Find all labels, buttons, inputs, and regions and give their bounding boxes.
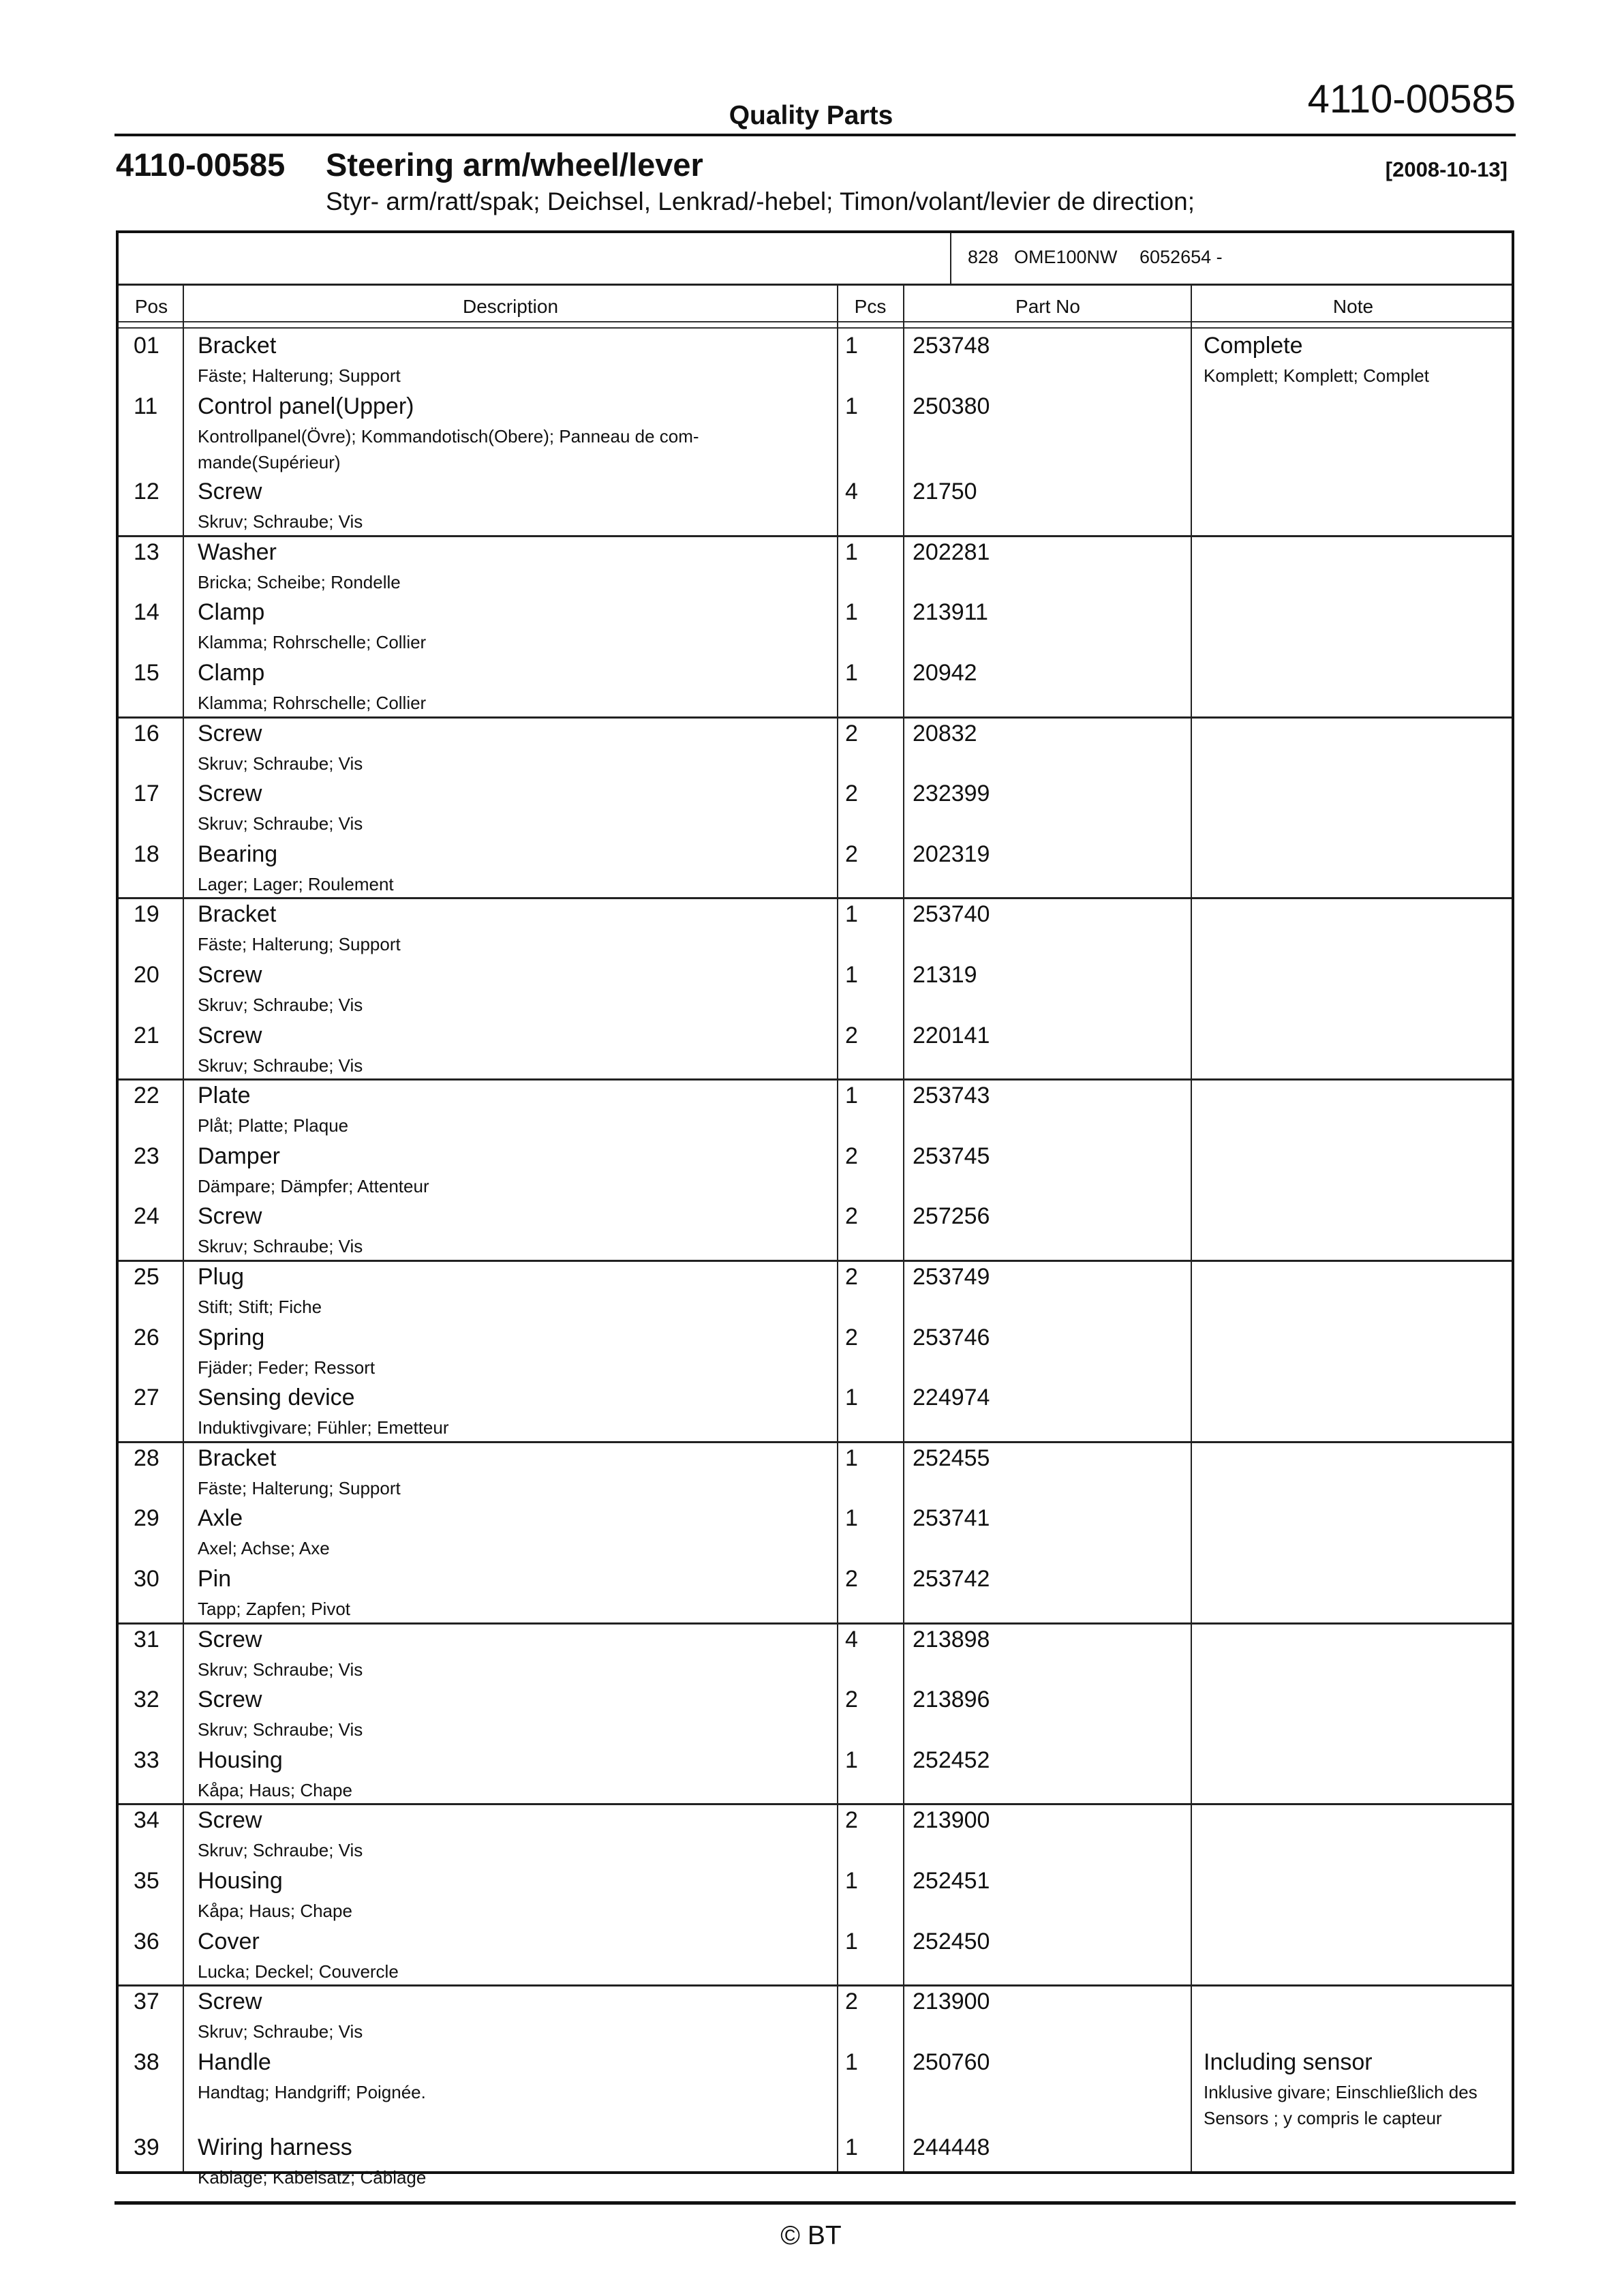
description-translations: Fäste; Halterung; Support <box>198 365 401 386</box>
description-translations: Skruv; Schraube; Vis <box>198 995 363 1015</box>
table-row <box>119 1744 1512 1804</box>
description-name: Sensing device <box>198 1385 355 1411</box>
pcs-cell: 1 <box>845 1385 858 1411</box>
page-title-code: 4110-00585 <box>116 147 286 183</box>
table-row <box>119 1261 1512 1321</box>
pos-cell: 23 <box>134 1143 159 1169</box>
table-row <box>119 596 1512 656</box>
pos-cell: 38 <box>134 2049 159 2075</box>
part-number: 250380 <box>913 393 990 419</box>
description-translations: Skruv; Schraube; Vis <box>198 2021 363 2042</box>
header-double-line-1 <box>119 321 1512 322</box>
description-translations: Skruv; Schraube; Vis <box>198 1236 363 1257</box>
description-name: Pin <box>198 1566 232 1592</box>
description-name: Damper <box>198 1143 280 1169</box>
pcs-cell: 1 <box>845 393 858 419</box>
table-row <box>119 1804 1512 1864</box>
group-divider <box>119 1803 1512 1805</box>
part-number: 253740 <box>913 901 990 928</box>
description-translations: Tapp; Zapfen; Pivot <box>198 1599 351 1619</box>
revision-date: [2008-10-13] <box>1385 157 1508 181</box>
header-divider <box>114 134 1516 136</box>
description-translations: Kåpa; Haus; Chape <box>198 1779 352 1800</box>
description-translations: Axel; Achse; Axe <box>198 1538 330 1559</box>
pos-cell: 33 <box>134 1747 159 1773</box>
description-name: Screw <box>198 1989 262 2015</box>
part-number: 253748 <box>913 333 990 359</box>
part-number: 21750 <box>913 479 977 505</box>
description-translations: Fäste; Halterung; Support <box>198 934 401 955</box>
part-number: 213900 <box>913 1807 990 1834</box>
table-row <box>119 1382 1512 1442</box>
pcs-cell: 1 <box>845 1868 858 1894</box>
description-name: Axle <box>198 1505 243 1532</box>
table-row <box>119 1322 1512 1382</box>
pos-cell: 29 <box>134 1505 159 1532</box>
pos-cell: 35 <box>134 1868 159 1894</box>
description-translations: Bricka; Scheibe; Rondelle <box>198 571 401 592</box>
part-number: 232399 <box>913 781 990 807</box>
footer-copyright: © BT <box>780 2221 842 2250</box>
header-title: Quality Parts <box>729 101 893 130</box>
pos-cell: 30 <box>134 1566 159 1592</box>
pcs-cell: 1 <box>845 539 858 565</box>
pos-cell: 18 <box>134 841 159 867</box>
part-number: 213898 <box>913 1626 990 1652</box>
pcs-cell: 1 <box>845 1928 858 1954</box>
page-title: Steering arm/wheel/lever <box>326 147 703 183</box>
table-row <box>119 1865 1512 1925</box>
pcs-cell: 2 <box>845 1264 858 1290</box>
table-row <box>119 1926 1512 1986</box>
part-number: 252455 <box>913 1445 990 1471</box>
description-translations: Plåt; Platte; Plaque <box>198 1115 349 1136</box>
pcs-cell: 1 <box>845 599 858 626</box>
pos-cell: 16 <box>134 720 159 746</box>
description-name: Clamp <box>198 660 265 686</box>
description-name: Bracket <box>198 1445 277 1471</box>
pos-cell: 14 <box>134 599 159 626</box>
pcs-cell: 1 <box>845 333 858 359</box>
group-divider <box>119 1078 1512 1081</box>
description-translations: Lucka; Deckel; Couvercle <box>198 1961 399 1982</box>
table-row <box>119 1442 1512 1502</box>
table-row <box>119 1502 1512 1562</box>
description-translations: Lager; Lager; Roulement <box>198 873 394 894</box>
table-row <box>119 537 1512 596</box>
table-row <box>119 839 1512 898</box>
pos-cell: 21 <box>134 1022 159 1048</box>
description-name: Plate <box>198 1083 251 1109</box>
description-name: Screw <box>198 781 262 807</box>
pcs-cell: 2 <box>845 1324 858 1350</box>
description-name: Spring <box>198 1324 265 1350</box>
table-row <box>119 718 1512 778</box>
title-translations: Styr- arm/ratt/spak; Deichsel, Lenkrad/-hebel; Timon/volant/levier de direction; <box>326 187 1195 215</box>
pos-cell: 27 <box>134 1385 159 1411</box>
group-divider <box>119 1260 1512 1262</box>
part-number: 213911 <box>913 599 988 626</box>
pos-cell: 11 <box>134 393 158 419</box>
description-name: Screw <box>198 1687 262 1713</box>
pos-cell: 37 <box>134 1989 159 2015</box>
pos-cell: 36 <box>134 1928 159 1954</box>
pos-cell: 31 <box>134 1626 159 1652</box>
pos-cell: 25 <box>134 1264 159 1290</box>
description-name: Cover <box>198 1928 260 1954</box>
model-row-divider <box>950 233 951 284</box>
part-number: 224974 <box>913 1385 990 1411</box>
part-number: 202319 <box>913 841 990 867</box>
header-double-line-2 <box>119 327 1512 329</box>
column-header-part-no: Part No <box>1015 296 1080 317</box>
pcs-cell: 1 <box>845 1505 858 1532</box>
description-name: Screw <box>198 1203 262 1230</box>
column-header-pcs: Pcs <box>854 296 887 317</box>
description-translations: Skruv; Schraube; Vis <box>198 813 363 834</box>
part-number: 244448 <box>913 2134 990 2161</box>
description-name: Control panel(Upper) <box>198 393 414 419</box>
description-name: Screw <box>198 1807 262 1834</box>
part-number: 220141 <box>913 1022 990 1048</box>
pos-cell: 34 <box>134 1807 159 1834</box>
pos-cell: 32 <box>134 1687 159 1713</box>
description-translations: Skruv; Schraube; Vis <box>198 1659 363 1680</box>
pos-cell: 19 <box>134 901 159 928</box>
description-translations: Klamma; Rohrschelle; Collier <box>198 632 427 653</box>
pcs-cell: 2 <box>845 1807 858 1834</box>
description-translations: Kåpa; Haus; Chape <box>198 1901 352 1921</box>
pcs-cell: 1 <box>845 2134 858 2161</box>
group-divider <box>119 1441 1512 1443</box>
part-number: 20942 <box>913 660 977 686</box>
model-name: OME100NW <box>1014 247 1118 267</box>
table-row <box>119 1563 1512 1623</box>
pos-cell: 17 <box>134 781 159 807</box>
description-translations: Dämpare; Dämpfer; Attenteur <box>198 1175 429 1196</box>
description-translations: Kablage; Kabelsatz; Câblage <box>198 2167 427 2188</box>
pcs-cell: 2 <box>845 720 858 746</box>
note-cell: Complete <box>1204 333 1303 359</box>
description-translations: Stift; Stift; Fiche <box>198 1297 322 1317</box>
note-cell: Including sensor <box>1204 2049 1373 2075</box>
description-translations: Induktivgivare; Fühler; Emetteur <box>198 1417 449 1438</box>
table-row <box>119 1141 1512 1200</box>
model-serial: 6052654 - <box>1139 247 1223 267</box>
part-number: 253749 <box>913 1264 990 1290</box>
pos-cell: 39 <box>134 2134 159 2161</box>
description-translations: Skruv; Schraube; Vis <box>198 1055 363 1076</box>
description-name: Bracket <box>198 333 277 359</box>
group-divider <box>119 1984 1512 1987</box>
pos-cell: 28 <box>134 1445 159 1471</box>
description-translations: Skruv; Schraube; Vis <box>198 511 363 532</box>
description-name: Screw <box>198 479 262 505</box>
part-number: 252450 <box>913 1928 990 1954</box>
pcs-cell: 2 <box>845 841 858 867</box>
pcs-cell: 4 <box>845 479 858 505</box>
description-name: Washer <box>198 539 277 565</box>
pcs-cell: 2 <box>845 1687 858 1713</box>
group-divider <box>119 897 1512 899</box>
column-header-pos: Pos <box>134 296 168 317</box>
description-name: Screw <box>198 1626 262 1652</box>
description-translations: Fjäder; Feder; Ressort <box>198 1357 376 1378</box>
group-divider <box>119 535 1512 537</box>
description-translations: Skruv; Schraube; Vis <box>198 753 363 774</box>
pcs-cell: 2 <box>845 1566 858 1592</box>
pos-cell: 22 <box>134 1083 159 1109</box>
note-translations: Inklusive givare; Einschließlich des Sensors ; y compris le capteur <box>1204 2081 1478 2128</box>
table-row <box>119 2046 1512 2128</box>
part-number: 202281 <box>913 539 990 565</box>
pcs-cell: 2 <box>845 1203 858 1230</box>
pos-cell: 01 <box>134 333 159 359</box>
pos-cell: 26 <box>134 1324 159 1350</box>
description-translations: Fäste; Halterung; Support <box>198 1477 401 1498</box>
table-row <box>119 898 1512 958</box>
note-translations: Komplett; Komplett; Complet <box>1204 365 1429 386</box>
description-translations: Kontrollpanel(Övre); Kommandotisch(Obere); Panneau de com-mande(Supérieur) <box>198 425 699 472</box>
table-row <box>119 959 1512 1019</box>
part-number: 252452 <box>913 1747 990 1773</box>
footer-divider <box>114 2201 1516 2205</box>
table-row <box>119 778 1512 838</box>
part-number: 253741 <box>913 1505 990 1532</box>
pcs-cell: 2 <box>845 1143 858 1169</box>
pos-cell: 13 <box>134 539 159 565</box>
description-name: Housing <box>198 1747 283 1773</box>
pcs-cell: 1 <box>845 2049 858 2075</box>
model-code: 828 <box>968 247 999 267</box>
description-name: Wiring harness <box>198 2134 352 2161</box>
table-row <box>119 1684 1512 1744</box>
table-row <box>119 476 1512 536</box>
part-number: 250760 <box>913 2049 990 2075</box>
part-number: 253745 <box>913 1143 990 1169</box>
parts-table <box>116 230 1514 2188</box>
description-name: Handle <box>198 2049 271 2075</box>
table-row <box>119 2132 1512 2192</box>
group-divider <box>119 716 1512 719</box>
column-header-note: Note <box>1332 296 1374 317</box>
table-row <box>119 1624 1512 1684</box>
pcs-cell: 2 <box>845 1989 858 2015</box>
pcs-cell: 1 <box>845 1747 858 1773</box>
pcs-cell: 1 <box>845 1445 858 1471</box>
part-number: 21319 <box>913 962 977 988</box>
pcs-cell: 1 <box>845 901 858 928</box>
description-translations: Skruv; Schraube; Vis <box>198 1840 363 1861</box>
description-name: Screw <box>198 962 262 988</box>
part-number: 20832 <box>913 720 977 746</box>
pcs-cell: 2 <box>845 1022 858 1048</box>
table-row <box>119 1200 1512 1260</box>
description-name: Screw <box>198 720 262 746</box>
part-number: 253742 <box>913 1566 990 1592</box>
pcs-cell: 1 <box>845 1083 858 1109</box>
description-translations: Handtag; Handgriff; Poignée. <box>198 2081 426 2102</box>
pos-cell: 15 <box>134 660 159 686</box>
description-translations: Klamma; Rohrschelle; Collier <box>198 693 427 713</box>
table-row <box>119 391 1512 472</box>
description-name: Plug <box>198 1264 245 1290</box>
header-doc-number: 4110-00585 <box>1307 77 1516 121</box>
part-number: 252451 <box>913 1868 990 1894</box>
description-translations: Skruv; Schraube; Vis <box>198 1719 363 1740</box>
pcs-cell: 1 <box>845 660 858 686</box>
pos-cell: 24 <box>134 1203 159 1230</box>
pcs-cell: 4 <box>845 1626 858 1652</box>
part-number: 213900 <box>913 1989 990 2015</box>
part-number: 253743 <box>913 1083 990 1109</box>
part-number: 257256 <box>913 1203 990 1230</box>
pos-cell: 20 <box>134 962 159 988</box>
part-number: 253746 <box>913 1324 990 1350</box>
pcs-cell: 1 <box>845 962 858 988</box>
table-row <box>119 1986 1512 2046</box>
table-row <box>119 1080 1512 1140</box>
pcs-cell: 2 <box>845 781 858 807</box>
model-row-bottom <box>119 284 1512 286</box>
description-name: Bracket <box>198 901 277 928</box>
description-name: Screw <box>198 1022 262 1048</box>
table-row <box>119 657 1512 717</box>
part-number: 213896 <box>913 1687 990 1713</box>
description-name: Clamp <box>198 599 265 626</box>
description-name: Housing <box>198 1868 283 1894</box>
group-divider <box>119 1622 1512 1625</box>
description-name: Bearing <box>198 841 278 867</box>
column-header-description: Description <box>462 296 559 317</box>
pos-cell: 12 <box>134 479 159 505</box>
table-row <box>119 1020 1512 1080</box>
table-row <box>119 330 1512 390</box>
